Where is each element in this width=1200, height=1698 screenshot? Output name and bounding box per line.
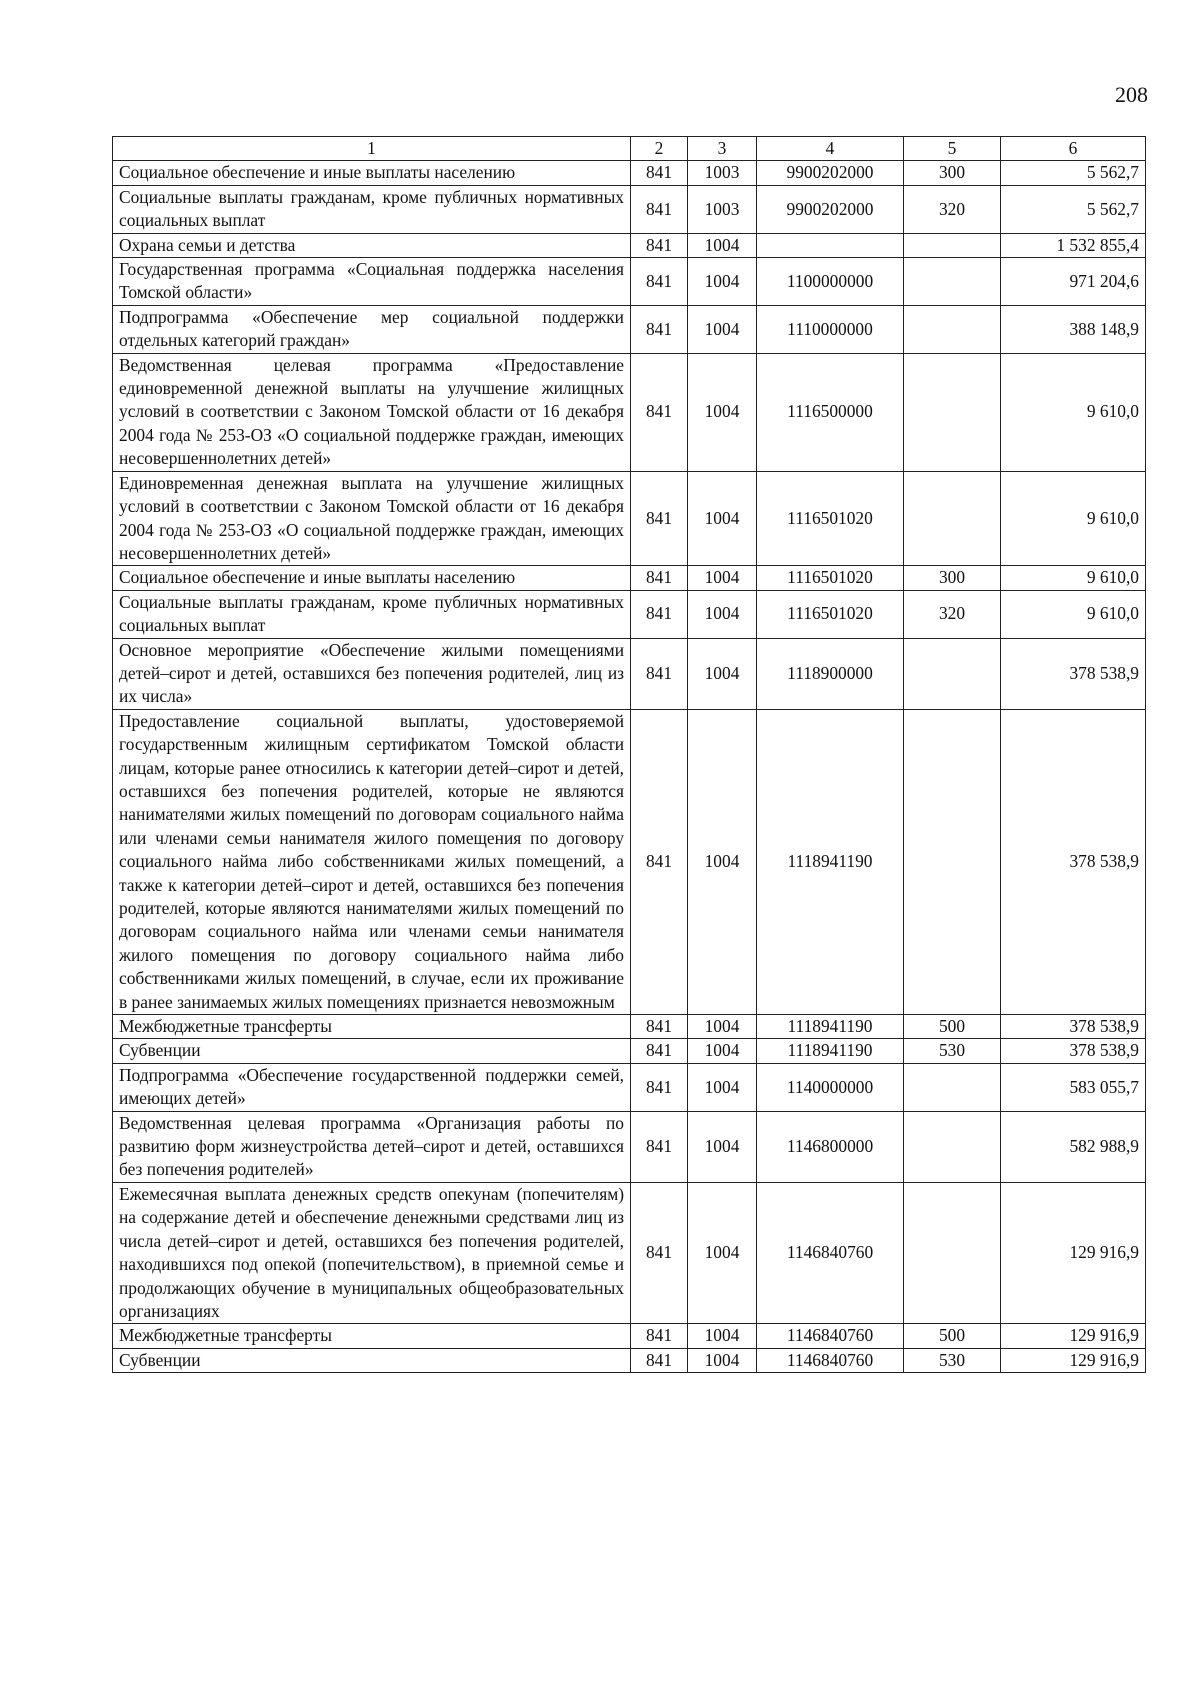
row-section-cell: 1004	[688, 258, 757, 306]
row-csr-cell: 1146800000	[757, 1111, 904, 1182]
row-name-cell: Ведомственная целевая программа «Предоставление единовременной денежной выплаты на улучшение жилищных условий в соответствии с Законом Томской области от 16 декабря 2004 года № 253-ОЗ «О социальной поддержке граждан, имеющих несовершеннолетних детей»	[113, 353, 631, 471]
table-row	[113, 353, 1146, 471]
row-grbs-cell: 841	[631, 185, 688, 233]
row-vr-cell	[904, 353, 1001, 471]
column-header: 6	[1001, 137, 1146, 161]
table-row	[113, 185, 1146, 233]
row-sum-cell: 388 148,9	[1001, 305, 1146, 353]
table-row	[113, 1348, 1146, 1372]
row-grbs-cell: 841	[631, 1063, 688, 1111]
row-grbs-cell: 841	[631, 638, 688, 709]
row-vr-cell	[904, 258, 1001, 306]
row-name-cell: Межбюджетные трансферты	[113, 1015, 631, 1039]
row-name-cell: Единовременная денежная выплата на улучшение жилищных условий в соответствии с Законом Томской области от 16 декабря 2004 года № 253-ОЗ «О социальной поддержке граждан, имеющих несовершеннолетних детей»	[113, 471, 631, 566]
row-section-cell: 1004	[688, 471, 757, 566]
row-grbs-cell: 841	[631, 1324, 688, 1348]
row-vr-cell: 530	[904, 1039, 1001, 1063]
row-sum-cell: 378 538,9	[1001, 1015, 1146, 1039]
row-section-cell: 1004	[688, 1324, 757, 1348]
row-name-cell: Социальные выплаты гражданам, кроме публичных нормативных социальных выплат	[113, 590, 631, 638]
row-csr-cell	[757, 233, 904, 257]
row-csr-cell: 1118941190	[757, 1039, 904, 1063]
row-vr-cell	[904, 1182, 1001, 1323]
row-sum-cell: 129 916,9	[1001, 1182, 1146, 1323]
page-number: 208	[1115, 82, 1148, 107]
row-csr-cell: 1146840760	[757, 1182, 904, 1323]
table-row	[113, 1063, 1146, 1111]
row-name-cell: Ведомственная целевая программа «Организация работы по развитию форм жизнеустройства детей–сирот и детей, оставшихся без попечения родителей»	[113, 1111, 631, 1182]
row-csr-cell: 9900202000	[757, 161, 904, 185]
row-sum-cell: 9 610,0	[1001, 590, 1146, 638]
row-name-cell: Социальное обеспечение и иные выплаты населению	[113, 566, 631, 590]
row-sum-cell: 9 610,0	[1001, 353, 1146, 471]
row-name-cell: Предоставление социальной выплаты, удостоверяемой государственным жилищным сертификатом Томской области лицам, которые ранее относились к категории детей–сирот и детей, оставшихся без попечения родителей, которые не являются нанимателями жилых помещений по договорам социального найма или членами семьи нанимателя жилого помещения по договору социального найма либо собственниками жилых помещений, а также к категории детей–сирот и детей, оставшихся без попечения родителей, которые являются нанимателями жилых помещений по договорам социального найма или членами семьи нанимателя жилого помещения по договору социального найма либо собственниками жилых помещений, в случае, если их проживание в ранее занимаемых жилых помещениях признается невозможным	[113, 709, 631, 1014]
row-vr-cell: 320	[904, 185, 1001, 233]
row-sum-cell: 9 610,0	[1001, 566, 1146, 590]
row-sum-cell: 582 988,9	[1001, 1111, 1146, 1182]
row-csr-cell: 9900202000	[757, 185, 904, 233]
row-section-cell: 1004	[688, 353, 757, 471]
row-name-cell: Охрана семьи и детства	[113, 233, 631, 257]
row-sum-cell: 1 532 855,4	[1001, 233, 1146, 257]
row-section-cell: 1004	[688, 233, 757, 257]
row-section-cell: 1003	[688, 185, 757, 233]
row-csr-cell: 1116501020	[757, 471, 904, 566]
row-vr-cell	[904, 1111, 1001, 1182]
table-row	[113, 258, 1146, 306]
table-row	[113, 1111, 1146, 1182]
table-row	[113, 1039, 1146, 1063]
row-name-cell: Основное мероприятие «Обеспечение жилыми помещениями детей–сирот и детей, оставшихся без попечения родителей, лиц из их числа»	[113, 638, 631, 709]
row-grbs-cell: 841	[631, 590, 688, 638]
row-csr-cell: 1146840760	[757, 1324, 904, 1348]
row-name-cell: Субвенции	[113, 1348, 631, 1372]
row-section-cell: 1004	[688, 566, 757, 590]
budget-table	[112, 136, 1146, 1373]
row-csr-cell: 1116501020	[757, 566, 904, 590]
column-header: 1	[113, 137, 631, 161]
row-grbs-cell: 841	[631, 471, 688, 566]
row-csr-cell: 1118941190	[757, 1015, 904, 1039]
table-row	[113, 709, 1146, 1014]
row-name-cell: Подпрограмма «Обеспечение мер социальной поддержки отдельных категорий граждан»	[113, 305, 631, 353]
table-row	[113, 305, 1146, 353]
row-name-cell: Ежемесячная выплата денежных средств опекунам (попечителям) на содержание детей и обеспечение денежными средствами лиц из числа детей–сирот и детей, оставшихся без попечения родителей, находившихся под опекой (попечительством), в приемной семье и продолжающих обучение в муниципальных общеобразовательных организациях	[113, 1182, 631, 1323]
row-section-cell: 1004	[688, 1348, 757, 1372]
row-vr-cell	[904, 305, 1001, 353]
row-vr-cell	[904, 1063, 1001, 1111]
row-name-cell: Субвенции	[113, 1039, 631, 1063]
table-row	[113, 590, 1146, 638]
row-section-cell: 1004	[688, 305, 757, 353]
row-sum-cell: 5 562,7	[1001, 161, 1146, 185]
row-vr-cell: 500	[904, 1324, 1001, 1348]
row-grbs-cell: 841	[631, 1111, 688, 1182]
column-header: 4	[757, 137, 904, 161]
row-section-cell: 1004	[688, 1063, 757, 1111]
row-grbs-cell: 841	[631, 1182, 688, 1323]
row-vr-cell	[904, 471, 1001, 566]
row-vr-cell	[904, 233, 1001, 257]
row-section-cell: 1004	[688, 1015, 757, 1039]
row-csr-cell: 1116501020	[757, 590, 904, 638]
row-vr-cell: 300	[904, 161, 1001, 185]
row-vr-cell: 500	[904, 1015, 1001, 1039]
table-body	[113, 161, 1146, 1373]
row-sum-cell: 378 538,9	[1001, 638, 1146, 709]
row-csr-cell: 1118900000	[757, 638, 904, 709]
row-grbs-cell: 841	[631, 305, 688, 353]
row-section-cell: 1004	[688, 590, 757, 638]
column-header: 2	[631, 137, 688, 161]
table-header-row	[113, 137, 1146, 161]
row-sum-cell: 583 055,7	[1001, 1063, 1146, 1111]
table-row	[113, 1015, 1146, 1039]
table-row	[113, 471, 1146, 566]
row-grbs-cell: 841	[631, 1039, 688, 1063]
table-row	[113, 161, 1146, 185]
row-section-cell: 1004	[688, 709, 757, 1014]
row-sum-cell: 378 538,9	[1001, 1039, 1146, 1063]
row-vr-cell: 320	[904, 590, 1001, 638]
row-name-cell: Межбюджетные трансферты	[113, 1324, 631, 1348]
row-csr-cell: 1100000000	[757, 258, 904, 306]
row-csr-cell: 1116500000	[757, 353, 904, 471]
row-csr-cell: 1140000000	[757, 1063, 904, 1111]
table-row	[113, 1182, 1146, 1323]
row-grbs-cell: 841	[631, 709, 688, 1014]
row-vr-cell	[904, 638, 1001, 709]
table-row	[113, 233, 1146, 257]
row-sum-cell: 971 204,6	[1001, 258, 1146, 306]
row-name-cell: Подпрограмма «Обеспечение государственной поддержки семей, имеющих детей»	[113, 1063, 631, 1111]
row-csr-cell: 1110000000	[757, 305, 904, 353]
row-name-cell: Социальные выплаты гражданам, кроме публичных нормативных социальных выплат	[113, 185, 631, 233]
row-name-cell: Государственная программа «Социальная поддержка населения Томской области»	[113, 258, 631, 306]
row-vr-cell: 300	[904, 566, 1001, 590]
row-grbs-cell: 841	[631, 1015, 688, 1039]
table-row	[113, 566, 1146, 590]
row-sum-cell: 5 562,7	[1001, 185, 1146, 233]
row-section-cell: 1004	[688, 1182, 757, 1323]
column-header: 5	[904, 137, 1001, 161]
table-row	[113, 638, 1146, 709]
row-section-cell: 1004	[688, 1111, 757, 1182]
row-vr-cell: 530	[904, 1348, 1001, 1372]
row-sum-cell: 378 538,9	[1001, 709, 1146, 1014]
column-header: 3	[688, 137, 757, 161]
row-name-cell: Социальное обеспечение и иные выплаты населению	[113, 161, 631, 185]
row-grbs-cell: 841	[631, 233, 688, 257]
row-grbs-cell: 841	[631, 1348, 688, 1372]
row-section-cell: 1004	[688, 1039, 757, 1063]
row-grbs-cell: 841	[631, 566, 688, 590]
row-grbs-cell: 841	[631, 258, 688, 306]
table-row	[113, 1324, 1146, 1348]
row-sum-cell: 9 610,0	[1001, 471, 1146, 566]
row-section-cell: 1003	[688, 161, 757, 185]
row-section-cell: 1004	[688, 638, 757, 709]
row-sum-cell: 129 916,9	[1001, 1348, 1146, 1372]
row-vr-cell	[904, 709, 1001, 1014]
row-grbs-cell: 841	[631, 353, 688, 471]
row-sum-cell: 129 916,9	[1001, 1324, 1146, 1348]
row-csr-cell: 1146840760	[757, 1348, 904, 1372]
row-grbs-cell: 841	[631, 161, 688, 185]
row-csr-cell: 1118941190	[757, 709, 904, 1014]
